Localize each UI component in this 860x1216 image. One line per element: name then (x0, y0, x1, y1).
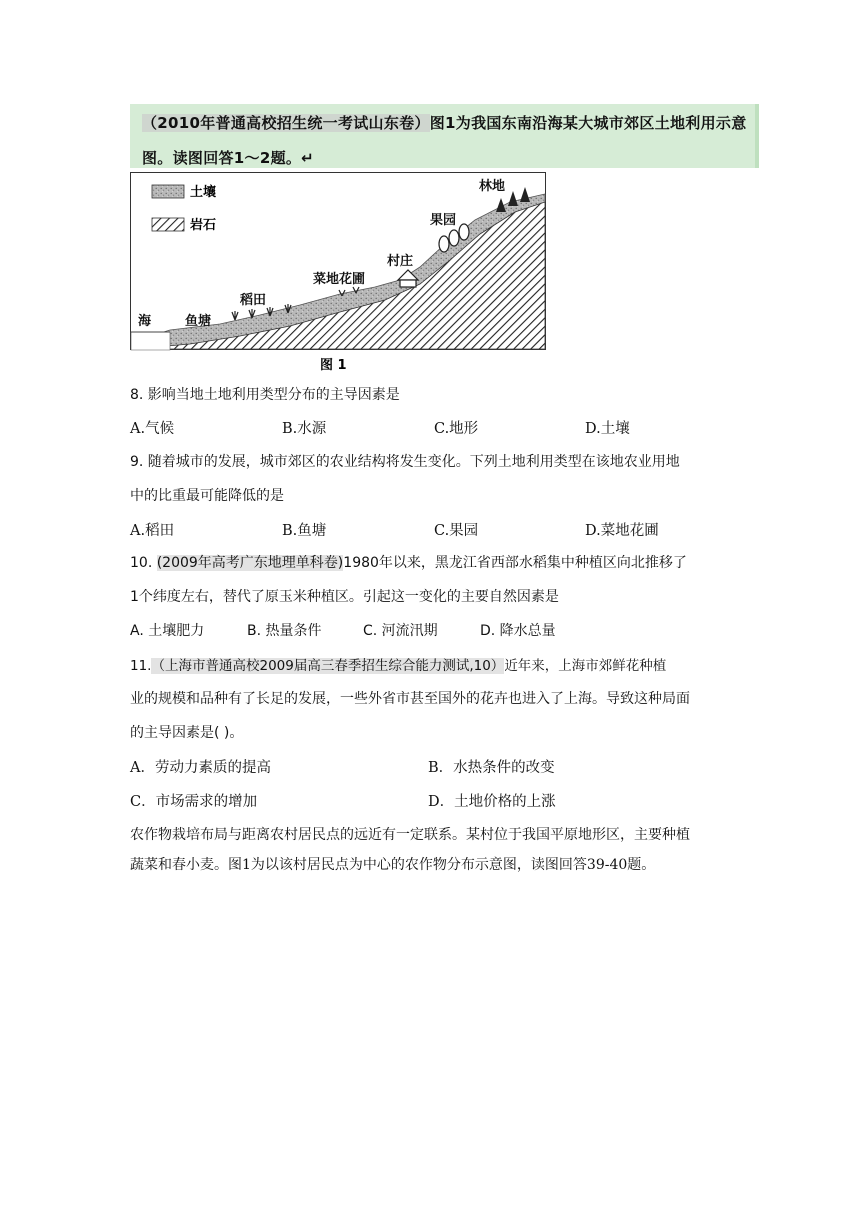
header-text: 图1为我国东南沿海某大城市郊区土地利用示意 (429, 114, 747, 132)
closing-line-1: 农作物栽培布局与距离农村居民点的远近有一定联系。某村位于我国平原地形区，主要种植 (130, 827, 690, 843)
q11-option-c[interactable]: C．市场需求的增加 (130, 794, 258, 810)
header-line-1 (142, 112, 747, 133)
q11-option-d[interactable]: D．土地价格的上涨 (428, 794, 556, 810)
legend-soil-label: 土壤 (190, 185, 217, 200)
q9-option-d[interactable]: D.菜地花圃 (585, 523, 659, 539)
figure-caption: 图 1 (320, 358, 347, 373)
label-paddy: 稻田 (240, 293, 267, 308)
q9-option-b[interactable]: B.鱼塘 (282, 523, 327, 539)
q8-option-b[interactable]: B.水源 (282, 421, 327, 437)
q11-source: （上海市普通高校2009届高三春季招生综合能力测试,10） (151, 658, 505, 674)
q10-number: 10. (130, 555, 153, 571)
header-source: （2010年普通高校招生统一考试山东卷） (142, 114, 430, 132)
question-11-line-2: 业的规模和品种有了长足的发展，一些外省市甚至国外的花卉也进入了上海。导致这种局面 (130, 691, 690, 707)
q10-option-d[interactable]: D. 降水总量 (480, 623, 556, 639)
question-11-line-3: 的主导因素是( )。 (130, 725, 244, 741)
label-forest: 林地 (479, 179, 506, 194)
question-10-line-1 (130, 552, 687, 572)
q8-option-a[interactable]: A.气候 (130, 421, 175, 437)
question-10-line-2: 1个纬度左右，替代了原玉米种植区。引起这一变化的主要自然因素是 (130, 589, 559, 605)
legend-soil-swatch (152, 185, 184, 198)
label-sea: 海 (138, 314, 152, 329)
legend-rock-swatch (152, 218, 184, 231)
q11-option-a[interactable]: A．劳动力素质的提高 (130, 760, 271, 776)
q10-option-a[interactable]: A. 土壤肥力 (130, 623, 205, 639)
question-9-line-1: 9. 随着城市的发展，城市郊区的农业结构将发生变化。下列土地利用类型在该地农业用地 (130, 454, 680, 470)
question-8: 8. 影响当地土地利用类型分布的主导因素是 (130, 387, 400, 403)
label-orchard: 果园 (430, 213, 457, 228)
q10-text: 1980年以来，黑龙江省西部水稻集中种植区向北推移了 (343, 555, 687, 571)
q8-option-c[interactable]: C.地形 (434, 421, 479, 437)
sea-area (131, 332, 170, 350)
q11-option-b[interactable]: B．水热条件的改变 (428, 760, 555, 776)
q8-option-d[interactable]: D.土壤 (585, 421, 630, 437)
q9-option-a[interactable]: A.稻田 (130, 523, 175, 539)
q10-source: (2009年高考广东地理单科卷) (156, 555, 344, 571)
q11-text: 近年来，上海市郊鲜花种植 (504, 658, 667, 674)
label-fishpond: 鱼塘 (185, 314, 212, 329)
closing-line-2: 蔬菜和春小麦。图1为以该村居民点为中心的农作物分布示意图，读图回答39-40题。 (130, 857, 656, 873)
label-village: 村庄 (387, 254, 414, 269)
q9-option-c[interactable]: C.果园 (434, 523, 479, 539)
land-use-diagram (130, 172, 546, 374)
q11-number: 11. (130, 658, 152, 674)
question-11-line-1 (130, 654, 666, 674)
legend-rock-label: 岩石 (190, 218, 217, 233)
label-garden: 菜地花圃 (313, 272, 366, 287)
question-9-line-2: 中的比重最可能降低的是 (130, 488, 284, 504)
header-line-2: 图。读图回答1～2题。↵ (142, 149, 315, 167)
q10-option-c[interactable]: C. 河流汛期 (363, 623, 438, 639)
q10-option-b[interactable]: B. 热量条件 (247, 623, 322, 639)
